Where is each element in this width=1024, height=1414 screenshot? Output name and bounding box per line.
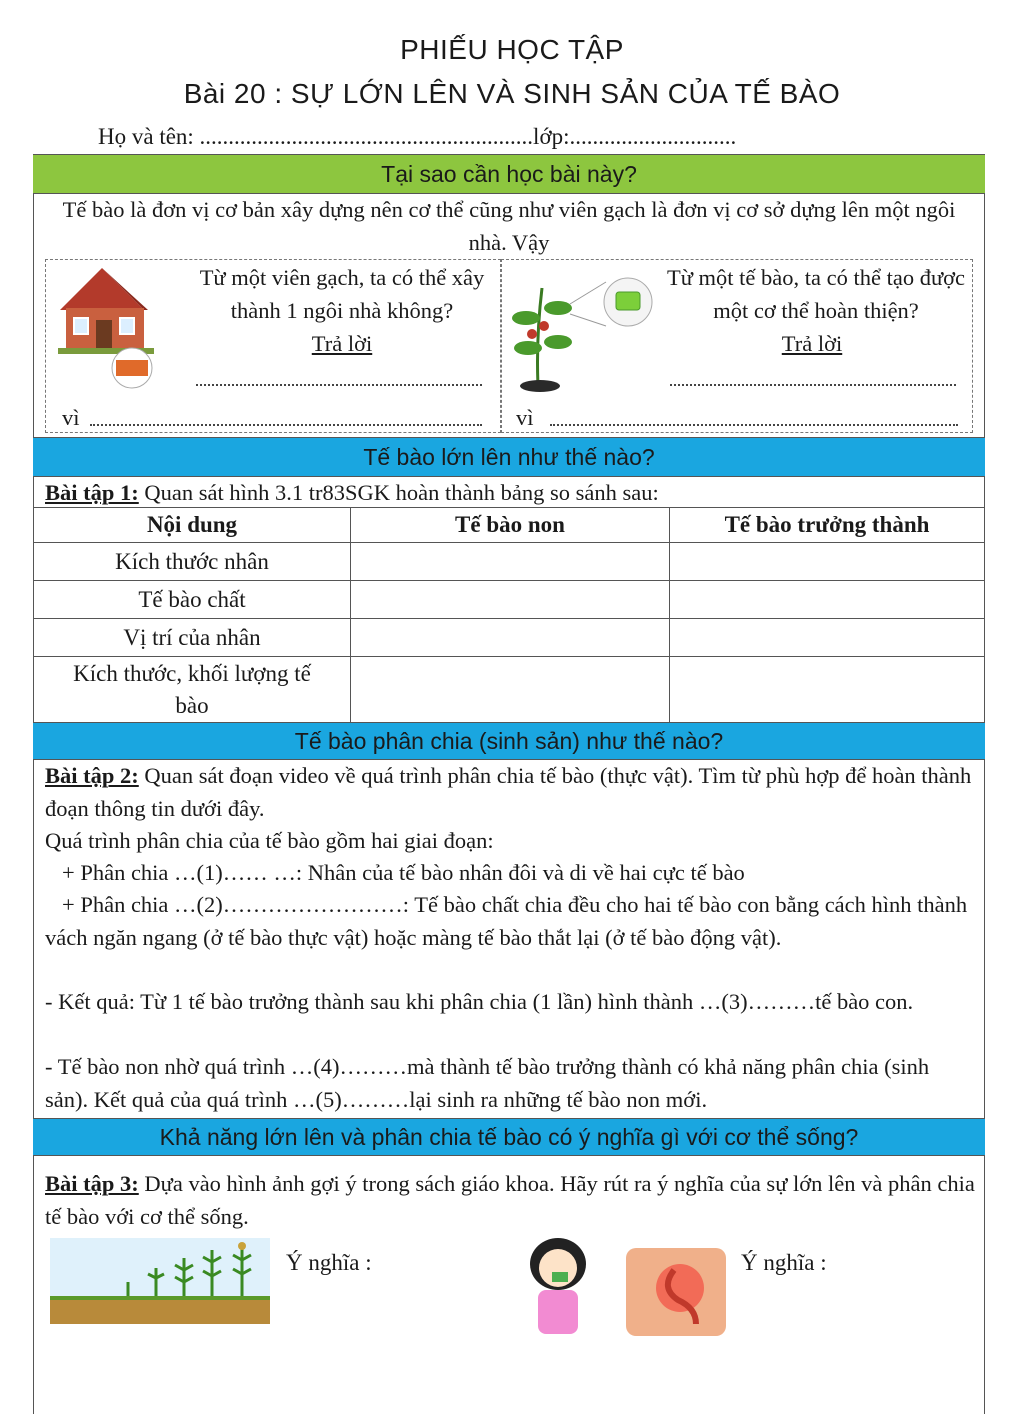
left-question-text: Từ một viên gạch, ta có thể xây thành 1 ngôi nhà không? bbox=[199, 265, 485, 323]
exercise-1-text: Quan sát hình 3.1 tr83SGK hoàn thành bảng so sánh sau: bbox=[138, 480, 659, 505]
right-because-line[interactable] bbox=[550, 412, 958, 426]
exercise-2-prompt bbox=[45, 760, 977, 825]
plant-growth-image bbox=[50, 1238, 270, 1324]
table-cell-mature[interactable] bbox=[670, 619, 985, 657]
table-row bbox=[34, 657, 985, 723]
right-answer-label bbox=[666, 328, 958, 361]
girl-mask bbox=[552, 1272, 568, 1282]
plant-leaf-3 bbox=[514, 341, 542, 355]
girl-shirt bbox=[538, 1290, 578, 1334]
right-answer-label-text: Trả lời bbox=[781, 331, 843, 356]
corn-tassel bbox=[238, 1242, 246, 1250]
brick-shape bbox=[116, 360, 148, 376]
table-cell-mature[interactable] bbox=[670, 657, 985, 723]
house-brick-icon bbox=[52, 262, 192, 390]
house-window-left bbox=[74, 318, 88, 334]
division-young-cell[interactable]: - Tế bào non nhờ quá trình …(4)………mà thành tế bào trưởng thành có khả năng phân chia (sinh sản). Kết quả của quá trình …(5)………lại sinh ra những tế bào non mới. bbox=[45, 1054, 930, 1112]
lesson-title: Bài 20 : SỰ LỚN LÊN VÀ SINH SẢN CỦA TẾ BÀO bbox=[183, 78, 841, 109]
division-stage-1[interactable]: + Phân chia …(1)…… …: Nhân của tế bào nhân đôi và di về hai cực tế bào bbox=[62, 860, 745, 885]
exercise-2-text: Quan sát đoạn video về quá trình phân chia tế bào (thực vật). Tìm từ phù hợp để hoàn thành đoạn thông tin dưới đây. bbox=[45, 763, 972, 821]
plant-cell-icon bbox=[506, 268, 666, 392]
plant-leaf-2 bbox=[544, 301, 572, 315]
plant-fruit-1 bbox=[539, 321, 549, 331]
pain-area bbox=[656, 1264, 704, 1312]
section-why-heading: Tại sao cần học bài này? bbox=[33, 154, 985, 194]
house-door bbox=[96, 320, 112, 350]
exercise-3-label: Bài tập 3: bbox=[45, 1171, 139, 1196]
zoom-line-top bbox=[570, 282, 606, 304]
table-cell-young[interactable] bbox=[351, 619, 670, 657]
comparison-table bbox=[33, 507, 985, 723]
left-because-label: vì bbox=[62, 405, 80, 430]
table-row bbox=[34, 619, 985, 657]
stomach-image bbox=[626, 1248, 726, 1336]
col-header-mature-cell: Tế bào trưởng thành bbox=[670, 508, 985, 543]
plant-fruit-2 bbox=[527, 329, 537, 339]
division-stage-2[interactable]: + Phân chia …(2)……………………: Tế bào chất chia đều cho hai tế bào con bằng cách hình thành vách ngăn ngang (ở tế bào thực vật) hoặc màng tế bào thắt lại (ở tế bào động vật). bbox=[45, 892, 968, 950]
left-answer-label-text: Trả lời bbox=[311, 331, 373, 356]
division-result[interactable]: - Kết quả: Từ 1 tế bào trưởng thành sau khi phân chia (1 lần) hình thành …(3)………tế bào con. bbox=[45, 989, 914, 1014]
col-header-content: Nội dung bbox=[34, 508, 351, 543]
exercise-3-text: Dựa vào hình ảnh gợi ý trong sách giáo khoa. Hãy rút ra ý nghĩa của sự lớn lên và phân chia tế bào với cơ thể sống. bbox=[45, 1171, 975, 1229]
exercise-3-prompt bbox=[45, 1168, 977, 1233]
name-class-line[interactable]: Họ và tên: ..........................................................lớp:............................. bbox=[98, 124, 737, 149]
meaning-label-2: Ý nghĩa : bbox=[741, 1250, 827, 1275]
plant-soil bbox=[520, 380, 560, 392]
section-meaning-heading: Khả năng lớn lên và phân chia tế bào có ý nghĩa gì với cơ thể sống? bbox=[33, 1118, 985, 1156]
girl-image bbox=[516, 1234, 600, 1338]
table-cell-mature[interactable] bbox=[670, 543, 985, 581]
left-because-line[interactable] bbox=[90, 412, 482, 426]
exercise-1-label: Bài tập 1: bbox=[45, 480, 139, 505]
section-division-heading: Tế bào phân chia (sinh sản) như thế nào? bbox=[33, 722, 985, 760]
left-answer-label bbox=[192, 328, 492, 361]
right-question-text: Từ một tế bào, ta có thể tạo được một cơ thể hoàn thiện? bbox=[666, 265, 966, 323]
grass-line bbox=[50, 1296, 270, 1300]
soil-strip bbox=[50, 1298, 270, 1324]
plant-leaf-1 bbox=[512, 311, 540, 325]
page-title: PHIẾU HỌC TẬP bbox=[400, 34, 624, 65]
row-label: Tế bào chất bbox=[34, 581, 351, 619]
right-answer-line[interactable] bbox=[670, 372, 956, 386]
meaning-label-1: Ý nghĩa : bbox=[286, 1250, 372, 1275]
left-answer-line[interactable] bbox=[196, 372, 482, 386]
house-roof bbox=[60, 268, 144, 310]
exercise-1-prompt bbox=[45, 477, 975, 510]
plant-leaf-4 bbox=[544, 335, 572, 349]
row-label: Kích thước, khối lượng tế bào bbox=[34, 657, 351, 723]
right-because-label: vì bbox=[516, 405, 534, 430]
table-cell-mature[interactable] bbox=[670, 581, 985, 619]
section-why-intro: Tế bào là đơn vị cơ bản xây dựng nên cơ thể cũng như viên gạch là đơn vị cơ sở dựng lên một ngôi nhà. Vậy bbox=[62, 197, 956, 255]
house-window-right bbox=[120, 318, 134, 334]
cell-shape bbox=[616, 292, 640, 310]
zoom-line-bottom bbox=[570, 314, 606, 326]
table-cell-young[interactable] bbox=[351, 657, 670, 723]
table-cell-young[interactable] bbox=[351, 581, 670, 619]
row-label: Kích thước nhân bbox=[34, 543, 351, 581]
table-cell-young[interactable] bbox=[351, 543, 670, 581]
division-stages-intro: Quá trình phân chia của tế bào gồm hai giai đoạn: bbox=[45, 828, 494, 853]
exercise-2-label: Bài tập 2: bbox=[45, 763, 139, 788]
table-row bbox=[34, 543, 985, 581]
section-growth-heading: Tế bào lớn lên như thế nào? bbox=[33, 437, 985, 477]
col-header-young-cell: Tế bào non bbox=[351, 508, 670, 543]
table-header-row bbox=[34, 508, 985, 543]
plant-stem bbox=[538, 288, 543, 386]
row-label: Vị trí của nhân bbox=[34, 619, 351, 657]
table-row bbox=[34, 581, 985, 619]
